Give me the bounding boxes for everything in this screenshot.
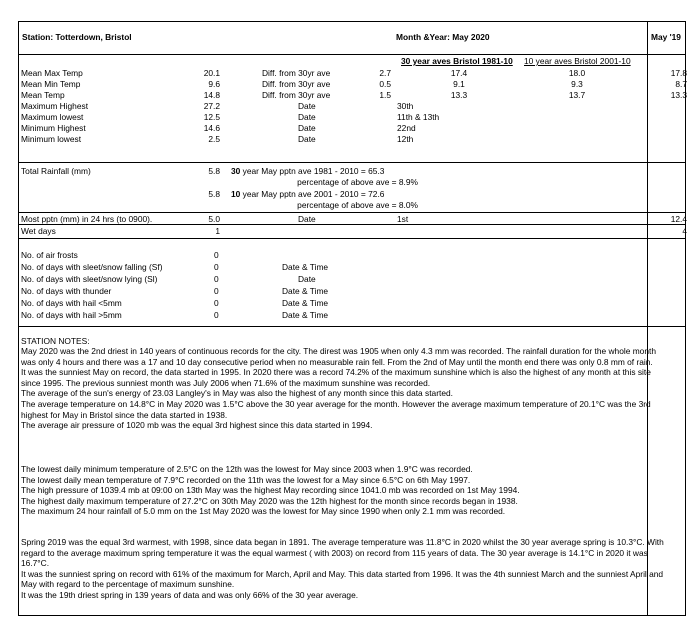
- count-value: 0: [214, 286, 219, 296]
- note-paragraph: The highest daily maximum temperature of 27.2°C on 30th May 2020 was the 12th highest for the month since records began in 1938.: [21, 495, 518, 506]
- count-extra: Date & Time: [282, 262, 329, 272]
- station-notes-title: STATION NOTES:: [21, 336, 90, 346]
- extreme-date: 11th & 13th: [397, 112, 440, 122]
- temp-label: Mean Temp: [21, 90, 65, 100]
- note-paragraph: The maximum 24 hour rainfall of 5.0 mm on the 1st May 2020 was the lowest for May since 1990 when only 2.1 mm was recorded.: [21, 506, 506, 517]
- extreme-date-label: Date: [298, 134, 316, 144]
- prev-value: 13.3: [670, 90, 687, 100]
- diff-label: Diff. from 30yr ave: [262, 68, 331, 78]
- ave10-value: 18.0: [568, 68, 586, 78]
- most-pptn-date: 1st: [397, 214, 409, 224]
- diff-label: Diff. from 30yr ave: [262, 90, 331, 100]
- count-value: 0: [214, 298, 219, 308]
- count-value: 0: [214, 250, 219, 260]
- notes-block-a: [21, 346, 671, 431]
- note-paragraph: The lowest daily mean temperature of 7.9°C recorded on the 11th was the lowest for a May since 6.5°C on 6th May 1997.: [21, 474, 471, 485]
- count-label: No. of days with thunder: [21, 286, 112, 296]
- ave30-value: 9.1: [453, 79, 465, 89]
- extreme-label: Maximum Highest: [21, 101, 89, 111]
- extreme-date: 12th: [397, 134, 414, 144]
- extreme-value: 14.6: [203, 123, 220, 133]
- extreme-value: 12.5: [203, 112, 220, 122]
- rain-line-4: percentage of above ave = 8.0%: [297, 200, 418, 210]
- frame-right: [685, 21, 686, 616]
- ave-2001-heading: 10 year aves Bristol 2001-10: [524, 56, 631, 66]
- extreme-date-label: Date: [298, 123, 316, 133]
- rain-top-rule: [18, 162, 685, 163]
- rainfall-label: Total Rainfall (mm): [21, 166, 91, 176]
- diff-value: 2.7: [379, 68, 391, 78]
- most-bottom-rule: [18, 224, 685, 225]
- count-extra: Date & Time: [282, 298, 329, 308]
- wet-days-prev: 4: [682, 226, 687, 236]
- rainfall-value-2: 5.8: [208, 189, 220, 199]
- counts-top-rule: [18, 238, 685, 239]
- rain-line-3-text: year May pptn ave 2001 - 2010 = 72.6: [240, 189, 385, 199]
- notes-block-c: [21, 537, 671, 601]
- rain-line-1-years: 30: [231, 166, 241, 176]
- temp-label: Mean Max Temp: [21, 68, 83, 78]
- rain-line-2: percentage of above ave = 8.9%: [297, 177, 418, 187]
- frame-left: [18, 21, 19, 616]
- rain-line-1-text: year May pptn ave 1981 - 2010 = 65.3: [240, 166, 385, 176]
- frame-bottom: [18, 615, 685, 616]
- ave10-value: 13.7: [568, 90, 586, 100]
- prev-value: 8.7: [675, 79, 687, 89]
- notes-block-b: [21, 464, 671, 517]
- note-paragraph: Spring 2019 was the equal 3rd warmest, with 1998, since data began in 1891. The average temperature was 11.8°C in 2020 whilst the 30 year average spring is 10.3°C. With regard to the average maximum spring temperature it was the equal warmest ( with 2003) on record from 115 years of data. The 30 year average is 14.1°C in 2020 it was 16.7°C.: [21, 537, 664, 569]
- note-paragraph: It was the 19th driest spring in 139 years of data and was only 66% of the 30 year average.: [21, 589, 359, 600]
- station-title: Station: Totterdown, Bristol: [22, 32, 132, 42]
- prev-year-title: May '19: [651, 32, 681, 42]
- count-extra: Date: [298, 274, 316, 284]
- extreme-date-label: Date: [298, 101, 316, 111]
- count-value: 0: [214, 310, 219, 320]
- extreme-value: 2.5: [208, 134, 220, 144]
- ave-1981-heading: 30 year aves Bristol 1981-10: [401, 56, 513, 66]
- wet-days-label: Wet days: [21, 226, 56, 236]
- diff-label: Diff. from 30yr ave: [262, 79, 331, 89]
- count-label: No. of air frosts: [21, 250, 78, 260]
- wet-days-value: 1: [215, 226, 220, 236]
- count-label: No. of days with hail >5mm: [21, 310, 122, 320]
- extreme-date: 22nd: [397, 123, 416, 133]
- rain-line-3: [231, 189, 384, 199]
- note-paragraph: The lowest daily minimum temperature of 2.5°C on the 12th was the lowest for May since 2003 when 1.9°C was recorded.: [21, 464, 473, 474]
- temp-label: Mean Min Temp: [21, 79, 81, 89]
- count-extra: Date & Time: [282, 310, 329, 320]
- most-pptn-date-label: Date: [298, 214, 316, 224]
- count-label: No. of days with hail <5mm: [21, 298, 122, 308]
- temp-value: 9.6: [208, 79, 220, 89]
- rainfall-value-1: 5.8: [208, 166, 220, 176]
- note-paragraph: May 2020 was the 2nd driest in 140 years of continuous records for the city. The direst was 1905 when only 4.3 mm was recorded. The rainfall duration for the whole month was only 4 hours and there was a 17 and 10 day consecutive period when no measurable rain fell. From the 2nd of May until the month end there was only 0.8 mm of rain.: [21, 346, 656, 367]
- count-label: No. of days with sleet/snow falling (Sf): [21, 262, 163, 272]
- extreme-date: 30th: [397, 101, 414, 111]
- header-rule: [18, 54, 685, 55]
- ave30-value: 17.4: [450, 68, 468, 78]
- notes-top-rule: [18, 326, 685, 327]
- ave10-value: 9.3: [571, 79, 583, 89]
- rain-line-3-years: 10: [231, 189, 241, 199]
- count-value: 0: [214, 274, 219, 284]
- count-value: 0: [214, 262, 219, 272]
- note-paragraph: The average of the sun's energy of 23.03 Langley's in May was also the highest of any month since this data started.: [21, 388, 453, 399]
- count-label: No. of days with sleet/snow lying (Sl): [21, 274, 158, 284]
- note-paragraph: The average temperature on 14.8°C in May 2020 was 1.5°C above the 30 year average for the month. However the average maximum temperature of 20.1°C was the 3rd highest for May in Bristol since the data started in 1938.: [21, 398, 651, 420]
- temp-value: 14.8: [203, 90, 220, 100]
- rain-line-1: [231, 166, 384, 176]
- diff-value: 1.5: [379, 90, 391, 100]
- extreme-label: Maximum lowest: [21, 112, 84, 122]
- diff-value: 0.5: [379, 79, 391, 89]
- note-paragraph: It was the sunniest May on record, the data started in 1995. In 2020 there was a record 74.2% of the maximum sunshine which is also the highest of any month at this site since 1995. The previous sunniest month was July 2006 when 71.6% of the maximum sunshine was recorded.: [21, 367, 651, 388]
- frame-top: [18, 21, 685, 22]
- most-pptn-prev: 12.4: [670, 214, 687, 224]
- note-paragraph: The average air pressure of 1020 mb was the equal 3rd highest since this data started in 1994.: [21, 420, 373, 431]
- extreme-label: Minimum Highest: [21, 123, 86, 133]
- count-extra: Date & Time: [282, 286, 329, 296]
- extreme-label: Minimum lowest: [21, 134, 82, 144]
- most-top-rule: [18, 212, 685, 213]
- temp-value: 20.1: [203, 68, 220, 78]
- most-pptn-label: Most pptn (mm) in 24 hrs (to 0900).: [21, 214, 153, 224]
- note-paragraph: The high pressure of 1039.4 mb at 09:00 on 13th May was the highest May recording since 1041.0 mb was recorded on 1st May 1994.: [21, 485, 520, 496]
- prev-value: 17.8: [670, 68, 687, 78]
- month-year-title: Month &Year: May 2020: [396, 32, 490, 42]
- note-paragraph: It was the sunniest spring on record with 61% of the maximum for March, April and May. This data started from 1996. It was the 4th sunniest March and the sunniest April and May with regard to the percentage of maximum sunshine.: [21, 568, 664, 590]
- ave30-value: 13.3: [450, 90, 468, 100]
- extreme-value: 27.2: [203, 101, 220, 111]
- prev-year-divider: [647, 21, 648, 616]
- extreme-date-label: Date: [298, 112, 316, 122]
- most-pptn-value: 5.0: [208, 214, 220, 224]
